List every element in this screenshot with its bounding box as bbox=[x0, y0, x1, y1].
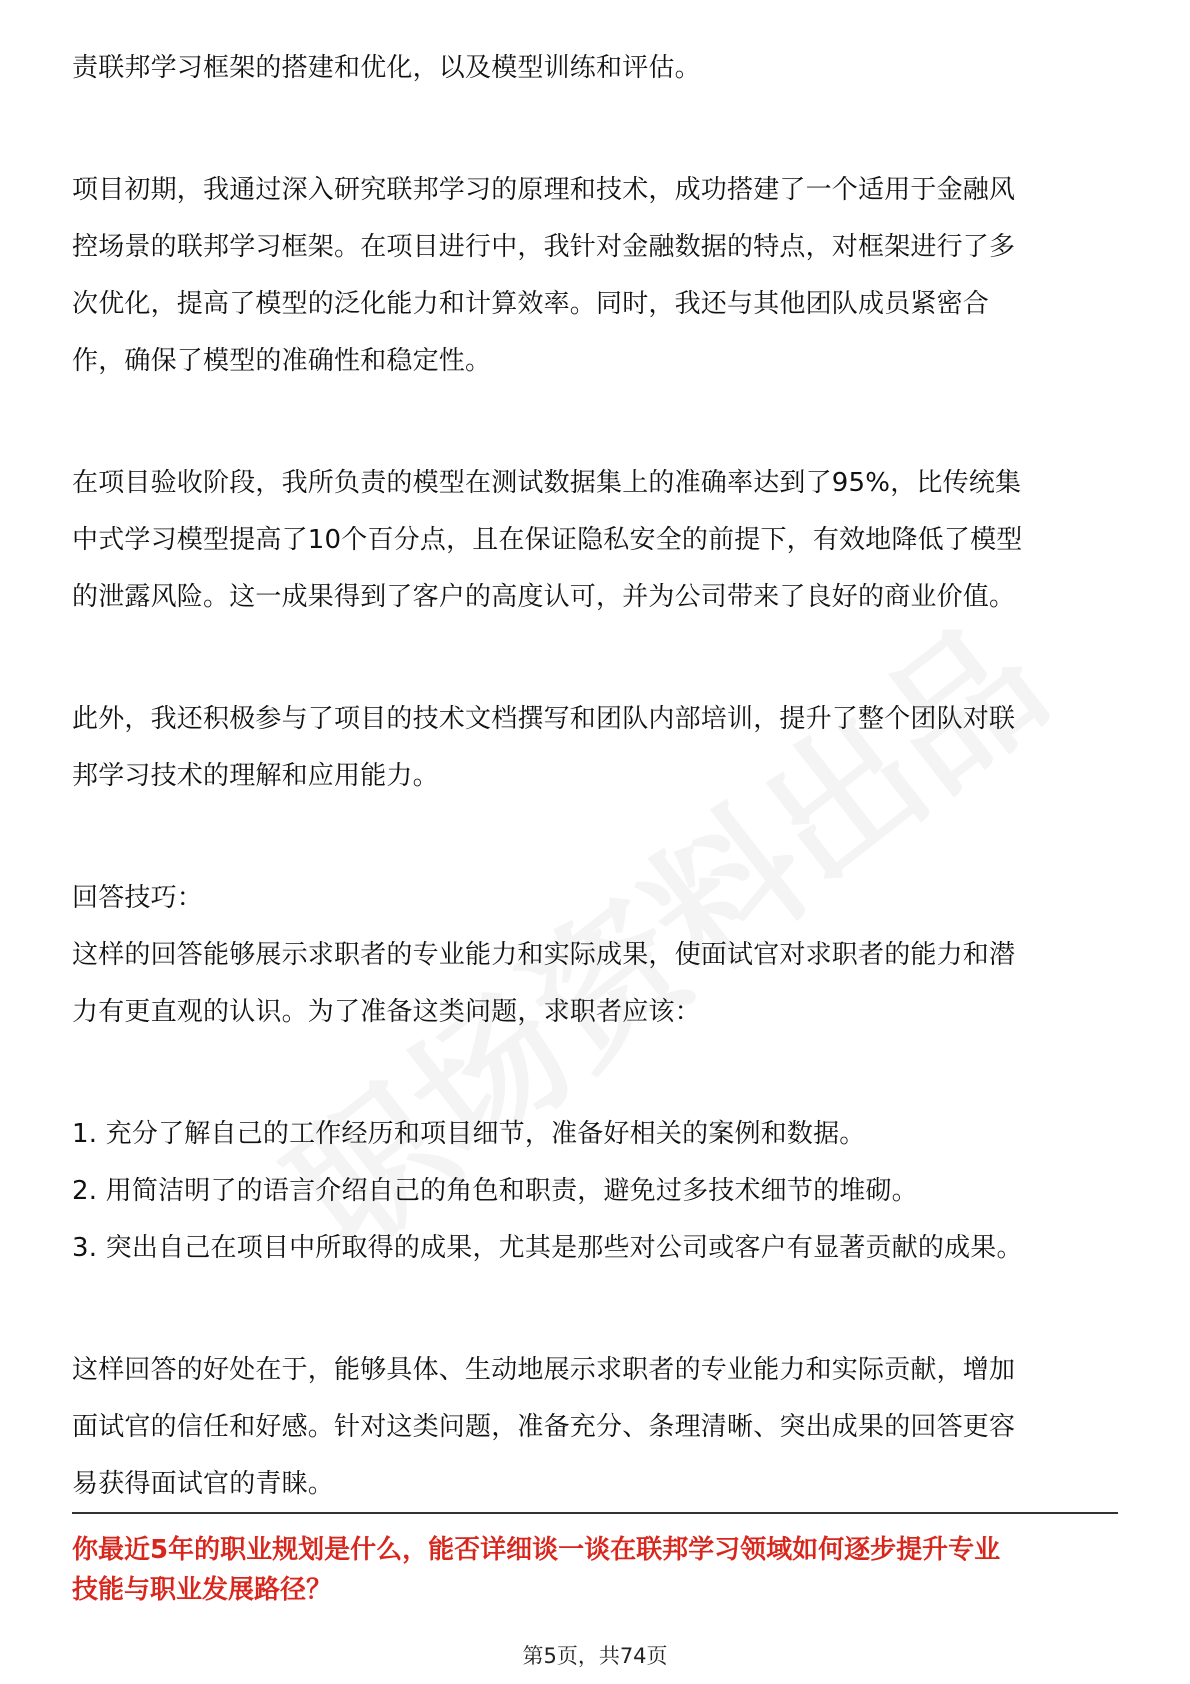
text-line: 力有更直观的认识。为了准备这类问题，求职者应该： bbox=[72, 997, 701, 1027]
paragraph-intro bbox=[72, 40, 1118, 97]
question-line: 你最近5年的职业规划是什么，能否详细谈一谈在联邦学习领域如何逐步提升专业 bbox=[72, 1535, 1001, 1565]
page-number: 第5页，共74页 bbox=[522, 1644, 668, 1668]
text-line: 在项目验收阶段，我所负责的模型在测试数据集上的准确率达到了95%，比传统集 bbox=[72, 468, 1022, 498]
text-line: 这样的回答能够展示求职者的专业能力和实际成果，使面试官对求职者的能力和潜 bbox=[72, 940, 1016, 970]
paragraph-gap bbox=[72, 1041, 1118, 1106]
text-line: 的泄露风险。这一成果得到了客户的高度认可，并为公司带来了良好的商业价值。 bbox=[72, 582, 1016, 612]
paragraph-gap bbox=[72, 97, 1118, 162]
text-line: 此外，我还积极参与了项目的技术文档撰写和团队内部培训，提升了整个团队对联 bbox=[72, 704, 1016, 734]
next-question-heading bbox=[72, 1530, 1118, 1610]
list-item: 2. 用简洁明了的语言介绍自己的角色和职责，避免过多技术细节的堆砌。 bbox=[72, 1176, 918, 1206]
paragraph-gap bbox=[72, 1277, 1118, 1342]
paragraph-gap bbox=[72, 390, 1118, 455]
text-line: 作，确保了模型的准确性和稳定性。 bbox=[72, 346, 492, 376]
question-line: 技能与职业发展路径？ bbox=[72, 1575, 333, 1605]
paragraph-project-start bbox=[72, 162, 1118, 390]
list-item: 3. 突出自己在项目中所取得的成果，尤其是那些对公司或客户有显著贡献的成果。 bbox=[72, 1233, 1023, 1263]
tips-list bbox=[72, 1106, 1118, 1277]
paragraph-gap bbox=[72, 805, 1118, 870]
tips-heading: 回答技巧： bbox=[72, 883, 204, 913]
text-line: 易获得面试官的青睐。 bbox=[72, 1469, 335, 1499]
paragraph-summary bbox=[72, 1342, 1118, 1513]
text-line: 责联邦学习框架的搭建和优化，以及模型训练和评估。 bbox=[72, 53, 701, 83]
section-divider bbox=[72, 1512, 1118, 1514]
page-content bbox=[72, 40, 1118, 1513]
list-item: 1. 充分了解自己的工作经历和项目细节，准备好相关的案例和数据。 bbox=[72, 1119, 866, 1149]
text-line: 中式学习模型提高了10个百分点，且在保证隐私安全的前提下，有效地降低了模型 bbox=[72, 525, 1023, 555]
text-line: 项目初期，我通过深入研究联邦学习的原理和技术，成功搭建了一个适用于金融风 bbox=[72, 175, 1016, 205]
text-line: 次优化，提高了模型的泛化能力和计算效率。同时，我还与其他团队成员紧密合 bbox=[72, 289, 990, 319]
paragraph-gap bbox=[72, 626, 1118, 691]
text-line: 邦学习技术的理解和应用能力。 bbox=[72, 761, 439, 791]
tips-section bbox=[72, 870, 1118, 1041]
text-line: 控场景的联邦学习框架。在项目进行中，我针对金融数据的特点，对框架进行了多 bbox=[72, 232, 1016, 262]
paragraph-project-result bbox=[72, 455, 1118, 626]
text-line: 面试官的信任和好感。针对这类问题，准备充分、条理清晰、突出成果的回答更容 bbox=[72, 1412, 1016, 1442]
text-line: 这样回答的好处在于，能够具体、生动地展示求职者的专业能力和实际贡献，增加 bbox=[72, 1355, 1016, 1385]
paragraph-extra bbox=[72, 691, 1118, 805]
